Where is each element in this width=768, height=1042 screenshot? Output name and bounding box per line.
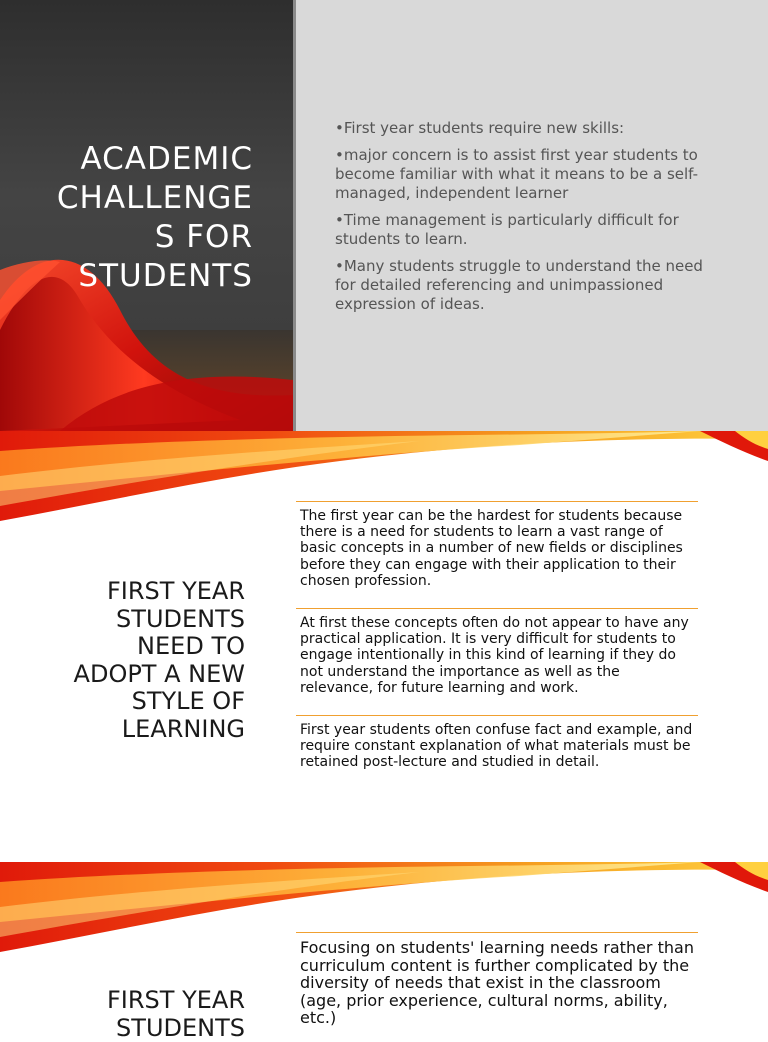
bullet-item: •major concern is to assist first year students to become familiar with what it means to be a self-managed, independent learner <box>335 146 715 203</box>
title-line: NEED TO <box>25 633 245 661</box>
slide-new-style-of-learning <box>0 431 768 862</box>
slide2-title <box>25 578 245 743</box>
slide-academic-challenges <box>0 0 768 431</box>
title-line: ACADEMIC <box>13 140 253 179</box>
title-line: ADOPT A NEW <box>25 661 245 689</box>
list-item: Focusing on students' learning needs rather than curriculum content is further complicated by the diversity of needs that exist in the classroom (age, prior experience, cultural norms, ability, etc.) <box>296 932 698 1031</box>
slide1-title <box>13 140 253 296</box>
list-item: First year students often confuse fact and example, and require constant explanation of what materials must be retained post-lecture and studied in detail. <box>296 715 698 775</box>
title-line: CHALLENGE <box>13 179 253 218</box>
title-line: STUDENTS <box>25 606 245 634</box>
bullet-item: •First year students require new skills: <box>335 119 715 138</box>
slide2-content-list <box>296 501 698 775</box>
list-item: At first these concepts often do not appear to have any practical application. It is very difficult for students to engage intentionally in this kind of learning if they do not understand the importance as well as the relevance, for future learning and work. <box>296 608 698 715</box>
slide-first-year-students <box>0 862 768 1024</box>
list-item: The first year can be the hardest for students because there is a need for students to learn a vast range of basic concepts in a number of new fields or disciplines before they can engage with their application to their chosen profession. <box>296 501 698 608</box>
slide3-title <box>25 987 245 1042</box>
title-line: FIRST YEAR <box>25 578 245 606</box>
bullet-item: •Time management is particularly difficult for students to learn. <box>335 211 715 249</box>
slide1-bullet-list <box>335 119 715 322</box>
slide1-left-panel <box>0 0 293 431</box>
bullet-item: •Many students struggle to understand the need for detailed referencing and unimpassioned expression of ideas. <box>335 257 715 314</box>
slide3-content-list <box>296 932 698 1031</box>
title-line: LEARNING <box>25 716 245 744</box>
title-line: STUDENTS <box>25 1015 245 1042</box>
title-line: S FOR <box>13 218 253 257</box>
title-line: FIRST YEAR <box>25 987 245 1015</box>
title-line: STUDENTS <box>13 257 253 296</box>
title-line: STYLE OF <box>25 688 245 716</box>
